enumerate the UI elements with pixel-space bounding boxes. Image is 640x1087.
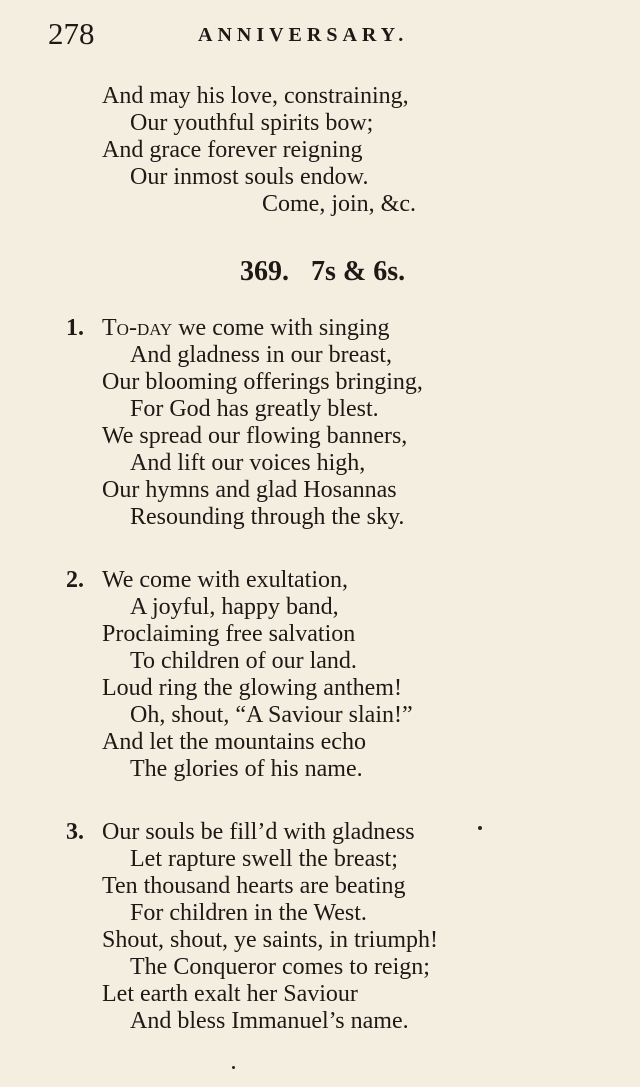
verse-line: And bless Immanuel’s name. [130,1008,409,1034]
stanza-line: Our inmost souls endow. [130,164,369,190]
verse-line: Loud ring the glowing anthem! [102,675,402,701]
verse-line: And let the mountains echo [102,729,366,755]
verse-line: We spread our flowing banners, [102,423,408,449]
verse-line: The glories of his name. [130,756,363,782]
hymn-number: 369. [240,256,289,287]
stanza-line: Our youthful spirits bow; [130,110,374,136]
print-speck [478,826,482,830]
stanza-line: And may his love, constraining, [102,83,409,109]
verse-line: Let earth exalt her Saviour [102,981,358,1007]
verse-line: Oh, shout, “A Saviour slain!” [130,702,413,728]
verse-line: For children in the West. [130,900,367,926]
verse-line: The Conqueror comes to reign; [130,954,430,980]
verse-line: Our blooming offerings bringing, [102,369,423,395]
hymn-meter: 7s & 6s. [311,256,406,287]
verse-line: And gladness in our breast, [130,342,392,368]
verse-line [102,314,390,342]
print-speck [232,1066,235,1069]
first-word-cap: T [102,315,117,341]
verse-line: And lift our voices high, [130,450,366,476]
refrain-line: Come, join, &c. [262,191,416,217]
verse-line: Shout, shout, ye saints, in triumph! [102,927,438,953]
verse-number: 3. [66,819,84,845]
verse-line: Proclaiming free salvation [102,621,356,647]
hymn-heading [240,254,405,290]
first-line-rest: we come with singing [172,315,390,341]
page-number: 278 [48,16,95,51]
verse-line: For God has greatly blest. [130,396,379,422]
stanza-line: And grace forever reigning [102,137,363,163]
verse-number: 1. [66,315,84,341]
verse-line: Our souls be fill’d with gladness [102,819,415,845]
verse-line: Let rapture swell the breast; [130,846,398,872]
verse-number: 2. [66,567,84,593]
page-header [48,14,468,54]
running-title: ANNIVERSARY. [198,24,409,46]
verse-line: We come with exultation, [102,567,348,593]
verse-line: Ten thousand hearts are beating [102,873,406,899]
verse-line: Our hymns and glad Hosannas [102,477,397,503]
verse-line: A joyful, happy band, [130,594,339,620]
first-word-rest: o-day [116,315,173,341]
verse-line: Resounding through the sky. [130,504,405,530]
verse-line: To children of our land. [130,648,357,674]
